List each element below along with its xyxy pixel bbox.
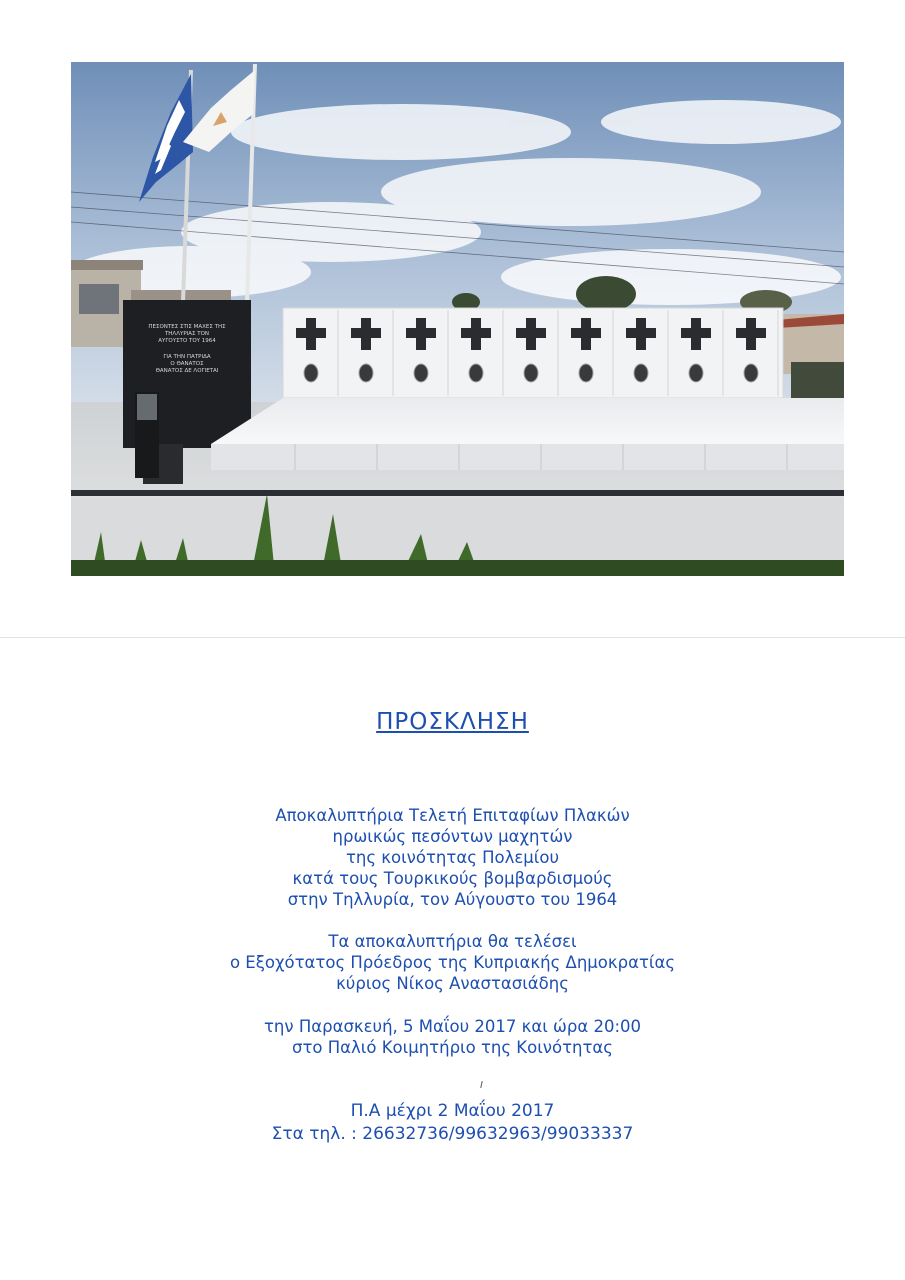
plaque-line: ΘΑΝΑΤΟΣ ΔΕ ΛΟΓΙΕΤΑΙ — [155, 368, 219, 374]
invitation-title: ΠΡΟΣΚΛΗΣΗ — [376, 709, 529, 735]
cross-icon — [461, 328, 491, 338]
text-line: της κοινότητας Πολεμίου — [345, 848, 560, 867]
cross-icon — [681, 328, 711, 338]
text-line: ο Εξοχότατος Πρόεδρος της Κυπριακής Δημοκρατίας — [229, 953, 676, 972]
plaque-line: ΠΕΣΟΝΤΕΣ ΣΤΙΣ ΜΑΧΕΣ ΤΗΣ — [148, 324, 226, 330]
plaque-line: Ο ΘΑΝΑΤΟΣ — [170, 361, 204, 367]
rsvp-paragraph — [0, 1100, 905, 1146]
portrait-medallion — [304, 364, 318, 382]
cross-icon — [571, 328, 601, 338]
cross-icon — [626, 328, 656, 338]
text-line: κύριος Νίκος Αναστασιάδης — [336, 974, 569, 993]
officiant-paragraph — [0, 931, 905, 994]
rsvp-phones: Στα τηλ. : 26632736/99632963/99033337 — [271, 1124, 634, 1144]
portrait-medallion — [524, 364, 538, 382]
cross-icon — [736, 328, 766, 338]
rsvp-deadline: Π.Α μέχρι 2 Μαΐου 2017 — [350, 1101, 555, 1121]
portrait-medallion — [634, 364, 648, 382]
plaque-line: ΓΙΑ ΤΗΝ ΠΑΤΡΙΔΑ — [163, 354, 211, 360]
divider — [0, 637, 905, 638]
text-line: στο Παλιό Κοιμητήριο της Κοινότητας — [292, 1038, 613, 1057]
text-line: την Παρασκευή, 5 Μαΐου 2017 και ώρα 20:00 — [263, 1017, 642, 1036]
cross-icon — [351, 328, 381, 338]
date-location-paragraph — [0, 1016, 905, 1058]
memorial-wall — [283, 308, 783, 398]
tree — [576, 276, 636, 312]
portrait-medallion — [359, 364, 373, 382]
text-line: κατά τους Τουρκικούς βομβαρδισμούς — [292, 869, 613, 888]
portrait-medallion — [689, 364, 703, 382]
pavement — [71, 498, 844, 562]
text-line: ηρωικώς πεσόντων μαχητών — [332, 827, 573, 846]
curb-shadow — [71, 490, 844, 496]
marble-slabs — [211, 398, 844, 470]
stray-mark — [480, 1081, 482, 1088]
text-line: Τα αποκαλυπτήρια θα τελέσει — [328, 932, 577, 951]
portrait-medallion — [744, 364, 758, 382]
ceremony-description — [0, 805, 905, 910]
plaque-line: ΑΥΓΟΥΣΤΟ ΤΟΥ 1964 — [158, 338, 216, 344]
text-line: Αποκαλυπτήρια Τελετή Επιταφίων Πλακών — [275, 806, 630, 825]
portrait-medallion — [579, 364, 593, 382]
portrait-medallion — [414, 364, 428, 382]
memorial-photo — [71, 62, 844, 576]
portrait-medallion — [469, 364, 483, 382]
cross-icon — [406, 328, 436, 338]
cross-icon — [516, 328, 546, 338]
text-line: στην Τηλλυρία, τον Αύγουστο του 1964 — [287, 890, 618, 909]
memorial-scene — [71, 62, 844, 576]
cross-icon — [296, 328, 326, 338]
plaque-line: ΤΗΛΛΥΡΙΑΣ ΤΟΝ — [164, 331, 210, 337]
